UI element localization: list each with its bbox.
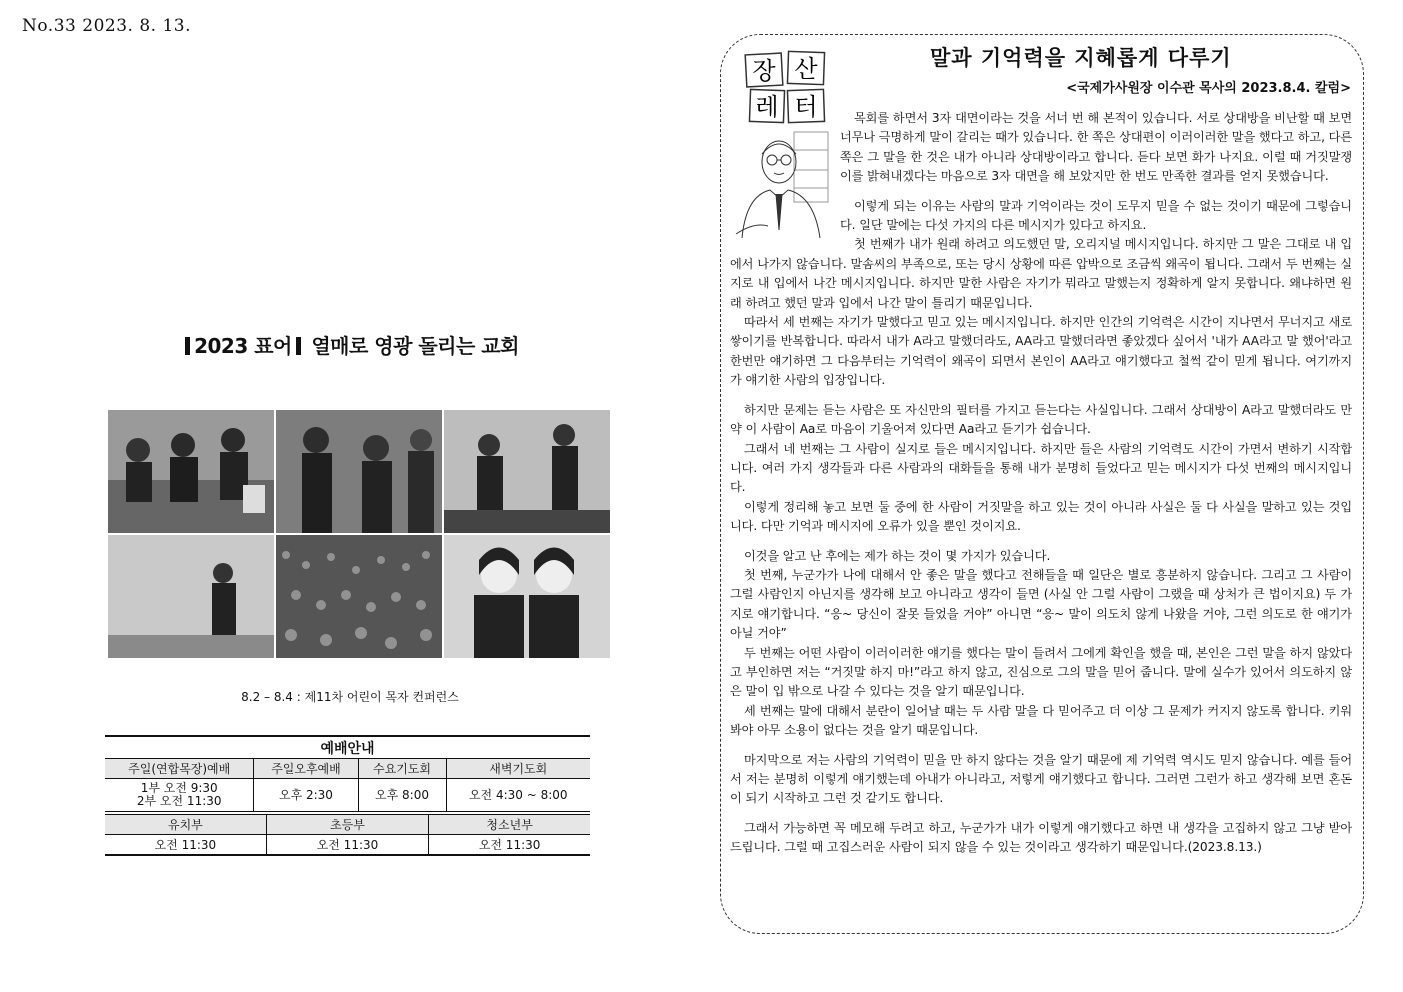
photo-seated-kids <box>108 410 274 533</box>
schedule-table-departments <box>105 814 590 856</box>
portrait-spacer <box>730 109 840 247</box>
logo-char-2: 산 <box>794 55 818 83</box>
time-youth: 오전 11:30 <box>429 835 590 856</box>
paragraph-6: 그래서 네 번째는 그 사람이 실지로 들은 메시지입니다. 하지만 들은 사람의 기억력도 시간이 가면서 변하기 시작합니다. 여러 가지 생각들과 다른 사람과의 대화들을 통해 내가 분명히 들었다고 믿는 메시지가 다섯 번째의 메시지입니다. <box>730 441 1352 495</box>
header-elementary: 초등부 <box>266 815 428 835</box>
paragraph-1: 목회를 하면서 3자 대면이라는 것을 서너 번 해 본적이 있습니다. 서로 상대방을 비난할 때 보면 너무나 극명하게 말이 갈리는 때가 있습니다. 한 쪽은 상대편이 이러이러한 말을 했다고 하고, 다른 쪽은 그 말을 한 것은 내가 아니라 상대방이라고 합니다. 듣다 보면 화가 나지요. 이럴 때 거짓말쟁이를 밝혀내겠다는 마음으로 3자 대면을 해 보았지만 한 번도 만족한 결과를 얻지 못했습니다. <box>840 111 1352 184</box>
paragraph-11: 세 번째는 말에 대해서 분란이 일어날 때는 두 사람 말을 다 믿어주고 더 이상 그 문제가 커지지 않도록 합니다. 키워봐야 아무 소용이 없다는 것을 알기 때문입니다. <box>730 703 1352 738</box>
letter-body <box>730 109 1352 858</box>
header-youth: 청소년부 <box>429 815 590 835</box>
motto-year: 2023 표어 <box>194 334 292 358</box>
photo-stage-singers <box>444 410 610 533</box>
time-sunday-service <box>105 779 254 812</box>
paragraph-2: 이렇게 되는 이유는 사람의 말과 기억이라는 것이 도무지 믿을 수 없는 것이기 때문에 그렇습니다. 일단 말에는 다섯 가지의 다른 메시지가 있다고 하지요. <box>840 198 1352 233</box>
header-dawn-prayer: 새벽기도회 <box>446 759 590 779</box>
photo-caption: 8.2 – 8.4 : 제11차 어린이 목자 컨퍼런스 <box>241 690 459 704</box>
time-second-service: 2부 오전 11:30 <box>136 794 222 808</box>
logo-char-3: 레 <box>755 93 779 121</box>
photo-worship-kids <box>276 410 442 533</box>
photo-two-girls <box>444 535 610 658</box>
paragraph-4: 따라서 세 번째는 자기가 말했다고 믿고 있는 메시지입니다. 하지만 인간의 기억력은 시간이 지나면서 무너지고 새로 쌓이기를 반복합니다. 따라서 내가 A라고 말했더라도, AA라고 말했더라면 좋았겠다 싶어서 '내가 AA라고 말 했어'라고 한번만 얘기하면 그 다음부터는 기억력이 왜곡이 되면서 본인이 AA라고 얘기했다고 철썩 같이 믿게 됩니다. 여기까지가 얘기한 사람의 입장입니다. <box>730 315 1352 388</box>
paragraph-12: 마지막으로 저는 사람의 기억력이 믿을 만 하지 않다는 것을 알기 때문에 제 기억력 역시도 믿지 않습니다. 예를 들어서 저는 분명히 이렇게 얘기했는데 아내가 아니라고, 저렇게 얘기했다고 합니다. 그러면 그런가 하고 생각해 보면 혼돈이 되기 시작하고 그런 것 같기도 합니다. <box>730 752 1352 806</box>
time-wednesday-prayer: 오후 8:00 <box>358 779 446 812</box>
letter-subtitle: <국제가사원장 이수관 목사의 2023.8.4. 칼럼> <box>1066 81 1351 96</box>
photo-speaker <box>108 535 274 658</box>
paragraph-10: 두 번째는 어떤 사람이 이러이러한 얘기를 했다는 말이 들려서 그에게 확인을 했을 때, 본인은 그런 말을 하지 않았다고 부인하면 저는 “거짓말 하지 마!”라고 하지 않고, 진심으로 그의 말을 믿어 줍니다. 말에 실수가 있어서 의도하지 않은 말이 입 밖으로 나갈 수 있다는 것을 알기 때문입니다. <box>730 645 1352 699</box>
photo-crowd <box>276 535 442 658</box>
time-dawn-prayer: 오전 4:30 ~ 8:00 <box>446 779 590 812</box>
motto-bar-left <box>185 337 190 355</box>
issue-number: No.33 2023. 8. 13. <box>22 16 191 36</box>
logo-char-1: 장 <box>752 57 776 85</box>
time-kindergarten: 오전 11:30 <box>105 835 266 856</box>
worship-schedule <box>105 735 590 856</box>
logo-char-4: 터 <box>794 93 818 121</box>
header-sunday-service: 주일(연합목장)예배 <box>105 759 254 779</box>
paragraph-7: 이렇게 정리해 놓고 보면 둘 중에 한 사람이 거짓말을 하고 있는 것이 아니라 사실은 둘 다 사실을 말하고 있는 것입니다. 다만 기억과 메시지에 오류가 있을 뿐인 것이지요. <box>730 499 1352 534</box>
schedule-table-main <box>105 759 590 812</box>
paragraph-3: 첫 번째가 내가 원래 하려고 의도했던 말, 오리지널 메시지입니다. 하지만 그 말은 그대로 내 입에서 나가지 않습니다. 말솜씨의 부족으로, 또는 당시 상황에 따른 압박으로 조금씩 왜곡이 됩니다. 그래서 두 번째는 실지로 내 입에서 나간 메시지입니다. 하지만 말한 사람은 자기가 뭐라고 말했는지 정확하게 알지 못합니다. 왜냐하면 원래 하려고 했던 말과 입에서 나간 말이 틀리기 때문입니다. <box>730 237 1352 310</box>
paragraph-5: 하지만 문제는 듣는 사람은 또 자신만의 필터를 가지고 듣는다는 사실입니다. 그래서 상대방이 A라고 말했더라도 만약 이 사람이 Aa로 마음이 기울어져 있다면 Aa라고 듣기가 쉽습니다. <box>730 402 1352 437</box>
time-sunday-afternoon: 오후 2:30 <box>254 779 358 812</box>
paragraph-9: 첫 번째, 누군가가 나에 대해서 안 좋은 말을 했다고 전해들을 때 일단은 별로 흥분하지 않습니다. 그리고 그 사람이 그럴 사람인지 아닌지를 생각해 보고 아니라고 생각이 들면 (사실 안 그럴 사람이 그랬을 때 상처가 큰 법이지요) 두 가지로 얘기합니다. “응~ 당신이 잘못 들었을 거야” 아니면 “응~ 말이 의도치 않게 나왔을 거야, 그런 의도로 한 얘기가 아닐 거야” <box>730 567 1352 641</box>
motto-bar-right <box>296 337 301 355</box>
schedule-title: 예배안내 <box>105 735 590 759</box>
paragraph-8: 이것을 알고 난 후에는 제가 하는 것이 몇 가지가 있습니다. <box>744 548 1051 563</box>
header-kindergarten: 유치부 <box>105 815 266 835</box>
letter-title: 말과 기억력을 지혜롭게 다루기 <box>930 46 1232 70</box>
header-wednesday-prayer: 수요기도회 <box>358 759 446 779</box>
motto <box>110 330 590 359</box>
photo-gallery <box>108 410 608 658</box>
paragraph-13: 그래서 가능하면 꼭 메모해 두려고 하고, 누군가가 내가 이렇게 얘기했다고 하면 내 생각을 고집하지 않고 그냥 받아드립니다. 그럴 때 고집스러운 사람이 되지 않을 수 있는 것이라고 생각하기 때문입니다.(2023.8.13.) <box>730 820 1352 855</box>
motto-text: 열매로 영광 돌리는 교회 <box>311 334 519 358</box>
time-elementary: 오전 11:30 <box>266 835 428 856</box>
time-first-service: 1부 오전 9:30 <box>140 781 218 795</box>
header-sunday-afternoon: 주일오후예배 <box>254 759 358 779</box>
